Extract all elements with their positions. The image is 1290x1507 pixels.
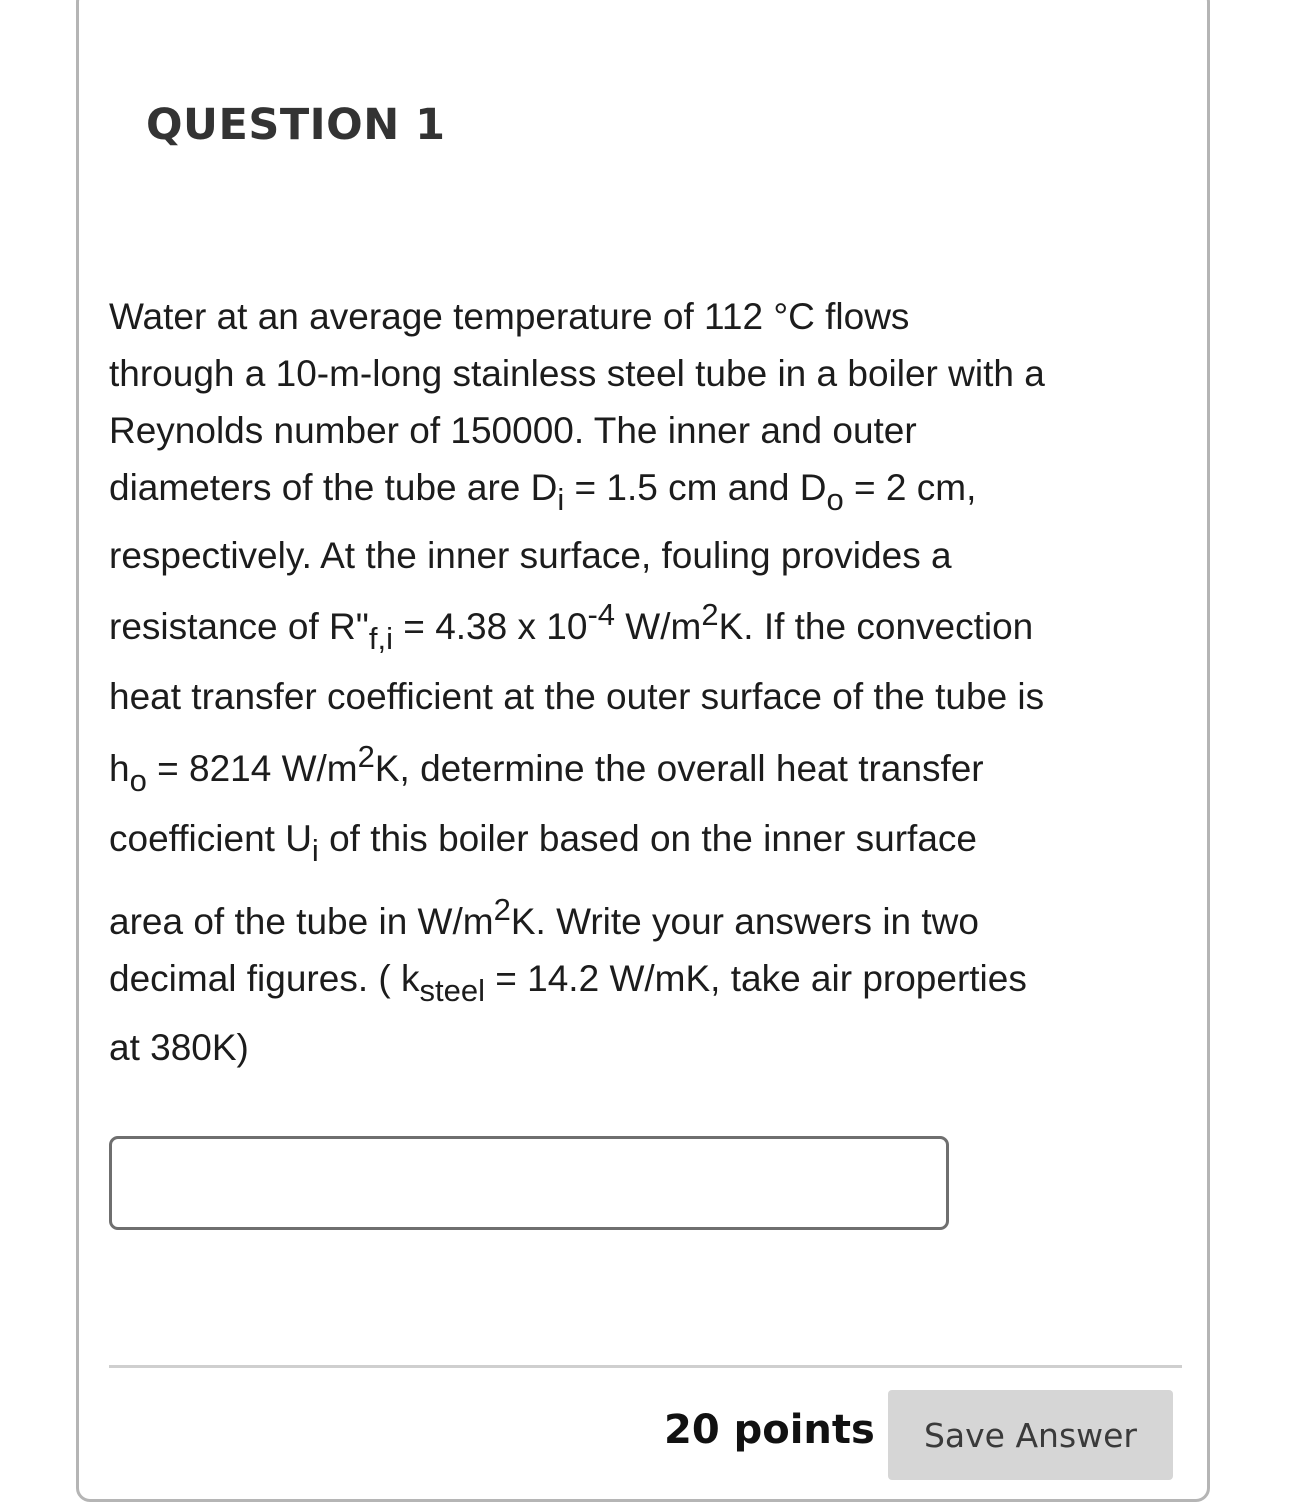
question-line: coefficient $U_i$ of this boiler based on the inner surface	[109, 818, 977, 868]
question-line: resistance of $R"_{f,i} = 4.38$ x $10^{-4}$ $W/m^2K$. If the convection	[109, 597, 1034, 656]
divider	[109, 1365, 1182, 1368]
question-line: at 380K)	[109, 1027, 249, 1068]
question-line: respectively. At the inner surface, fouling provides a	[109, 535, 952, 576]
question-line: Water at an average temperature of 112 °C flows	[109, 296, 910, 337]
question-line: heat transfer coefficient at the outer surface of the tube is	[109, 676, 1045, 717]
question-line: $h_o = 8214$ $W/m^2K$, determine the overall heat transfer	[109, 739, 984, 798]
points-label: 20 points	[664, 1407, 875, 1453]
question-line: decimal figures. ( $k_{steel} = 14.2$ W/mK, take air properties	[109, 958, 1027, 1008]
save-answer-button[interactable]: Save Answer	[888, 1390, 1173, 1480]
question-line: through a 10-m-long stainless steel tube in a boiler with a	[109, 353, 1045, 394]
question-line: diameters of the tube are $D_i = 1.5$ cm and $D_o = 2$ cm,	[109, 467, 977, 517]
question-title: QUESTION 1	[146, 100, 446, 150]
question-line: area of the tube in $W/m^2K$. Write your answers in two	[109, 892, 979, 942]
question-line: Reynolds number of 150000. The inner and outer	[109, 410, 917, 451]
answer-input[interactable]	[109, 1136, 949, 1230]
